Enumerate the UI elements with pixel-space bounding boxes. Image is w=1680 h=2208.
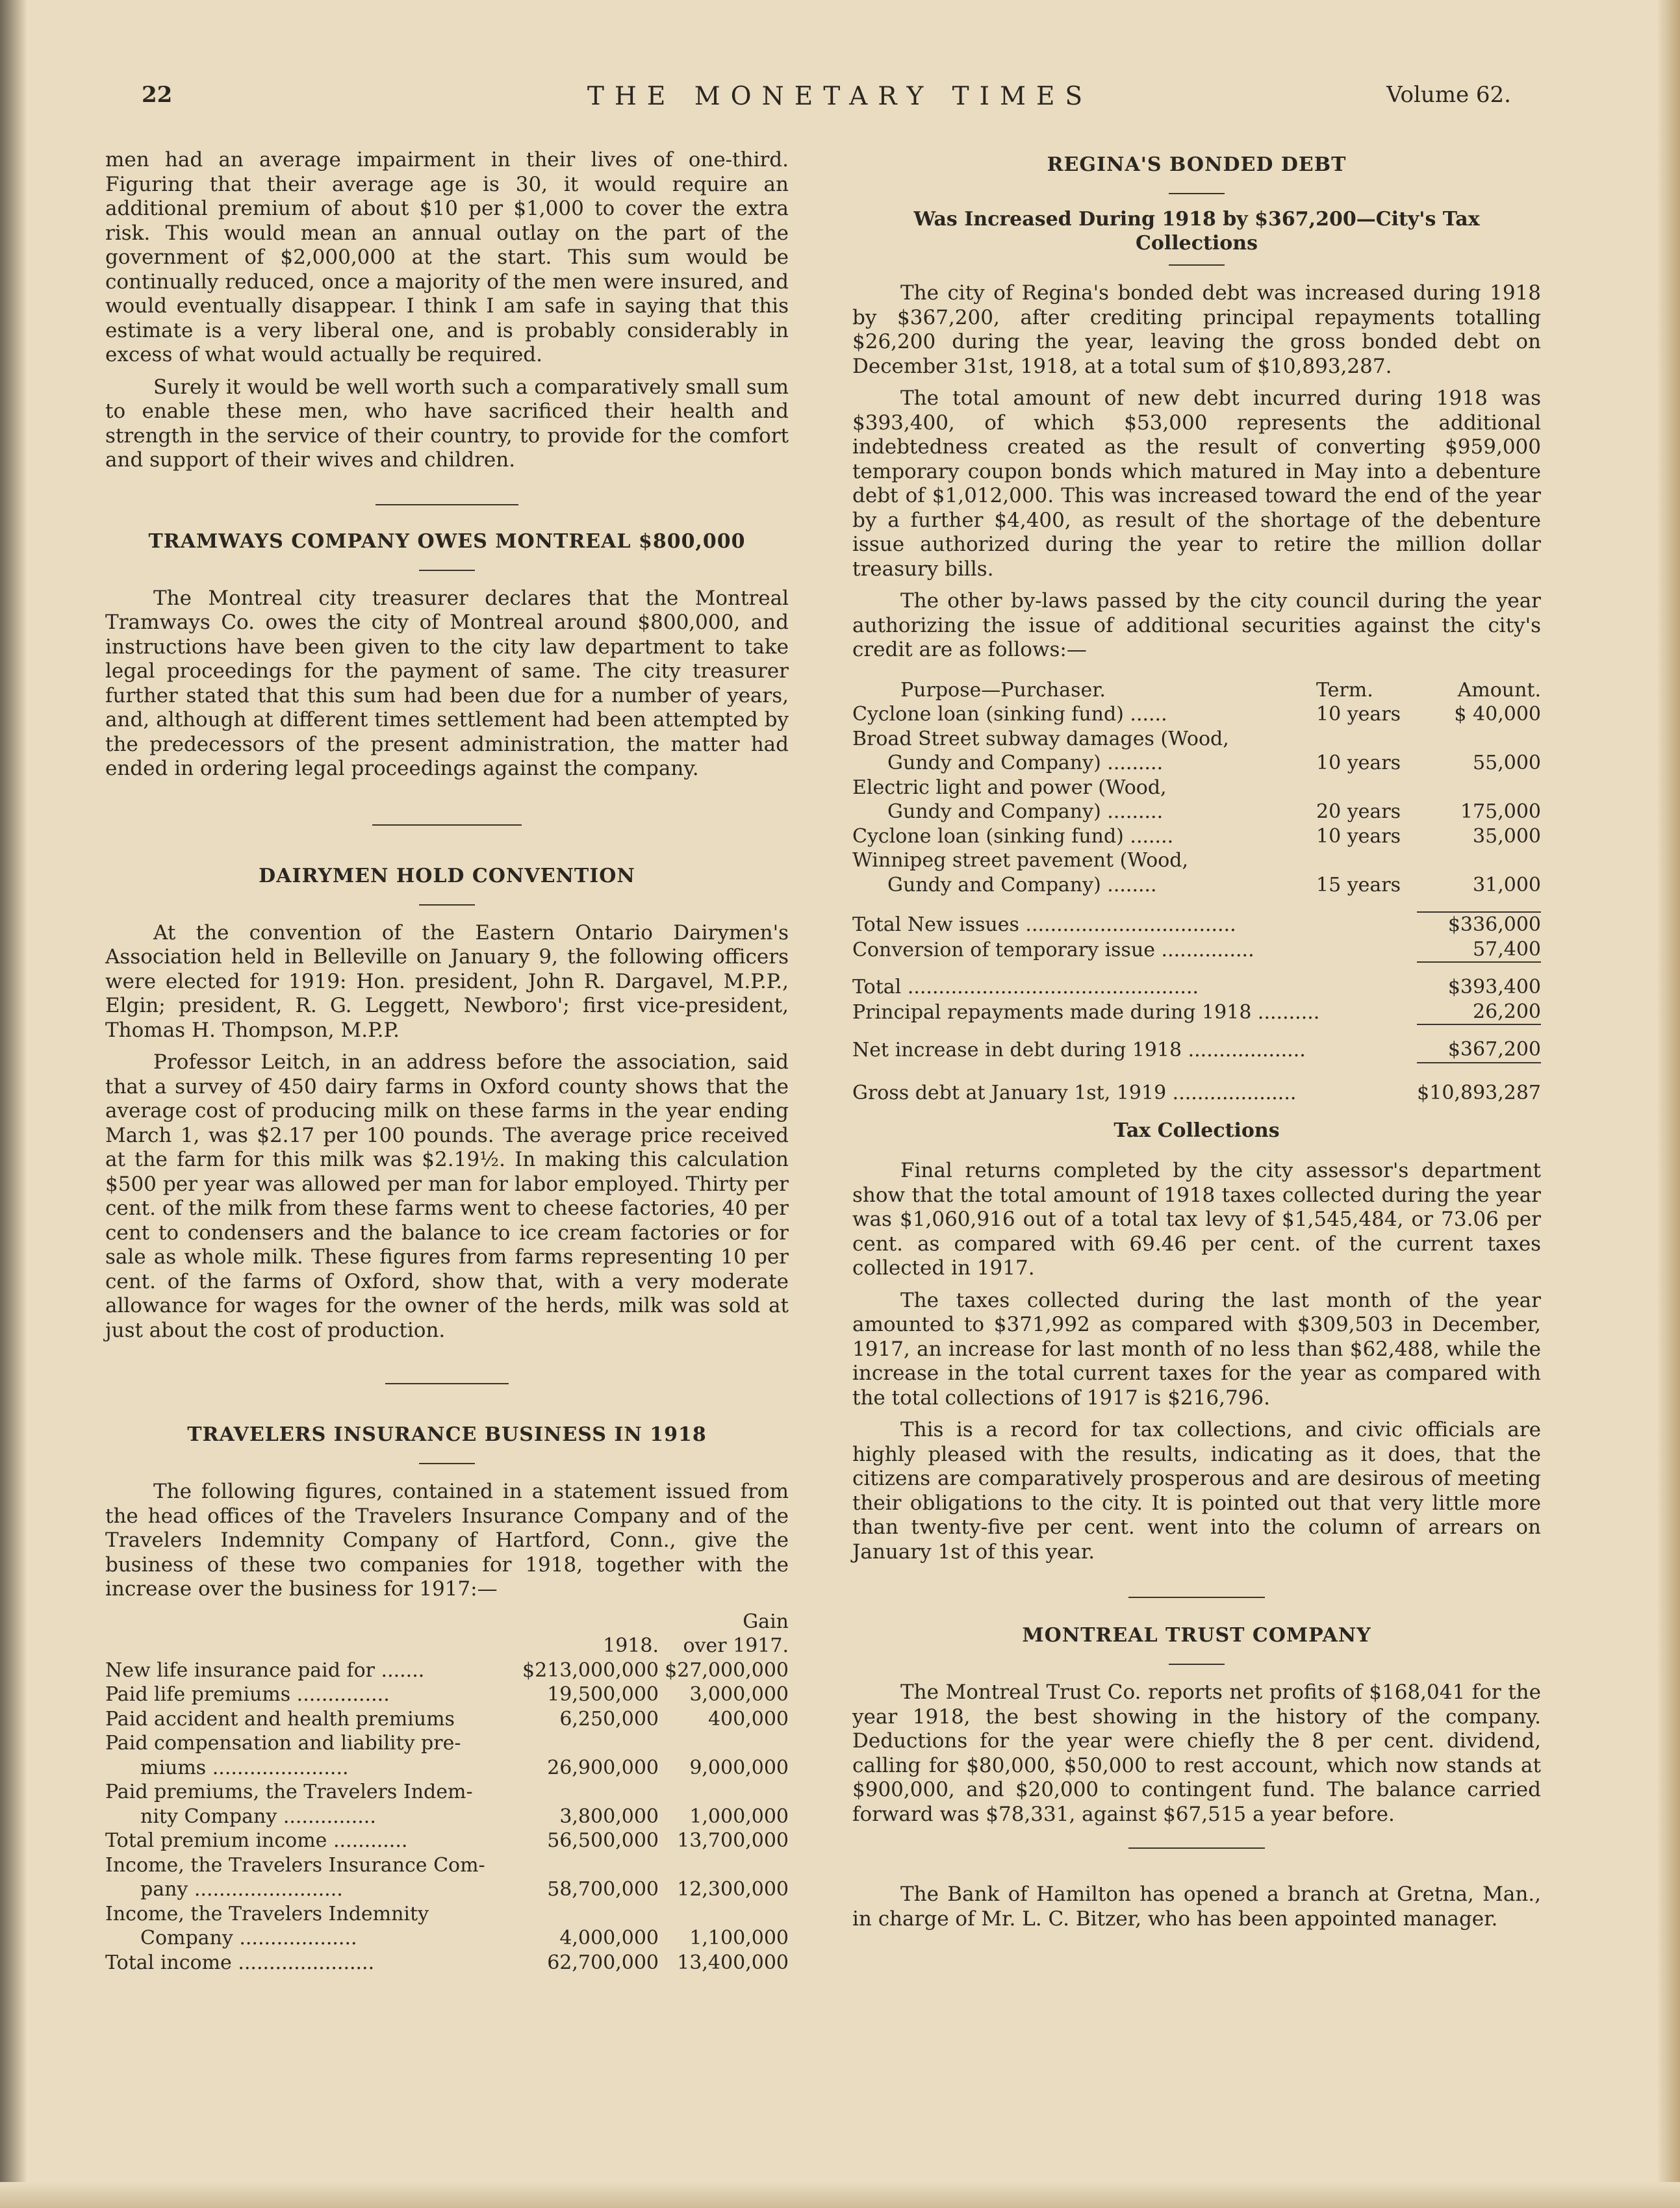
row-label: New life insurance paid for ....... xyxy=(105,1658,425,1682)
gross-debt-label: Gross debt at January 1st, 1919 .................... xyxy=(852,1081,1297,1104)
row-label: Cyclone loan (sinking fund) ...... xyxy=(852,703,1167,726)
row-label: Broad Street subway damages (Wood, xyxy=(852,727,1229,750)
tax-paragraph: Final returns completed by the city assessor's department show that the total amount of 1918 taxes collected during the year was $1,060,916 out of a total tax levy of $1,545,484, or 73.06 per cent. as compared with 69.46 per cent. of the current taxes collected in 1917. xyxy=(852,1159,1541,1280)
empty-cell xyxy=(522,1902,659,1927)
headline-rule xyxy=(419,1463,475,1464)
empty-cell xyxy=(1431,776,1541,800)
amount-value: 31,000 xyxy=(1473,873,1541,896)
headline-rule xyxy=(419,570,475,571)
binding-gutter xyxy=(0,0,27,2208)
total-new-issues-value: $336,000 xyxy=(1447,913,1541,936)
amount-value: 55,000 xyxy=(1473,752,1541,774)
row-label-continued: miums ...................... xyxy=(140,1756,349,1779)
term-value: 20 years xyxy=(1316,800,1401,823)
row-label: Income, the Travelers Indemnity xyxy=(105,1902,429,1925)
column-header: Term. xyxy=(1316,678,1373,702)
table-row xyxy=(852,702,1541,727)
table-row xyxy=(105,1658,789,1683)
article-continuation-paragraph: men had an average impairment in their lives of one-third. Figuring that their average age is 30, it would require an additional premium of about $10 per $1,000 to cover the extra risk. This would mean an annual outlay on the part of the government of $2,000,000 at the start. This sum would be continually reduced, once a majority of the men were insured, and would eventually disappear. I think I am safe in saying that this estimate is a very liberal one, and is probably considerably in excess of what would actually be required. xyxy=(105,148,789,366)
table-row xyxy=(105,1877,789,1902)
row-label: Cyclone loan (sinking fund) ....... xyxy=(852,824,1174,848)
value-gain: 1,000,000 xyxy=(689,1805,789,1828)
empty-cell xyxy=(1431,727,1541,752)
empty-cell xyxy=(659,1731,789,1756)
travelers-table xyxy=(105,1610,789,1975)
table-row xyxy=(852,824,1541,849)
headline-rule xyxy=(1169,1664,1225,1665)
table-row xyxy=(105,1926,789,1951)
value-1918: 3,800,000 xyxy=(559,1805,659,1828)
empty-cell xyxy=(1431,848,1541,873)
table-row xyxy=(105,1829,789,1853)
tax-paragraph: This is a record for tax collections, and civic officials are highly pleased with the results, indicating as it does, that the citizens are comparatively prosperous and are desirous of meeting their obligations to the city. It is pointed out that very little more than twenty-five per cent. went into the column of arrears on January 1st of this year. xyxy=(852,1418,1541,1564)
tax-collections-subhead: Tax Collections xyxy=(1114,1119,1280,1142)
value-gain: 1,100,000 xyxy=(689,1927,789,1949)
dairymen-paragraph: At the convention of the Eastern Ontario Dairymen's Association held in Belleville on January 9, the following officers were elected for 1919: Hon. president, John R. Dargavel, M.P.P., Elgin; president, R. G. Leggett, Newboro'; first vice-president, Thomas H. Thompson, M.P.P. xyxy=(105,920,789,1042)
montreal-trust-paragraph: The Montreal Trust Co. reports net profits of $168,041 for the year 1918, the best showing in the history of the company. Deductions for the year were chiefly the 8 per cent. dividend, calling for $80,000, $50,000 to rest account, which now stands at $900,000, and $20,000 to contingent fund. The balance carried forward was $78,331, against $67,515 a year before. xyxy=(852,1681,1541,1826)
conversion-label: Conversion of temporary issue ............... xyxy=(852,938,1254,961)
row-label-continued: nity Company ............... xyxy=(140,1805,376,1828)
running-header xyxy=(0,82,1680,121)
table-row xyxy=(105,1731,789,1756)
bank-of-hamilton-paragraph: The Bank of Hamilton has opened a branch at Gretna, Man., in charge of Mr. L. C. Bitzer, who has been appointed manager. xyxy=(852,1883,1541,1931)
regina-headline: REGINA'S BONDED DEBT xyxy=(1047,153,1347,176)
value-1918: 19,500,000 xyxy=(547,1683,659,1706)
empty-cell xyxy=(522,1853,659,1878)
table-row xyxy=(852,776,1541,800)
table-row xyxy=(105,1902,789,1927)
repayments-value: 26,200 xyxy=(1473,1000,1541,1023)
row-label-continued: Company ................... xyxy=(140,1927,357,1949)
right-column xyxy=(852,148,1541,1939)
net-increase-label: Net increase in debt during 1918 ................... xyxy=(852,1039,1306,1061)
value-gain: $27,000,000 xyxy=(665,1658,789,1682)
term-value: 10 years xyxy=(1316,824,1401,848)
section-divider xyxy=(375,504,518,505)
table-row xyxy=(105,1951,789,1975)
table-row xyxy=(852,848,1541,873)
value-gain: 400,000 xyxy=(707,1707,789,1731)
total-new-issues-label: Total New issues .................................. xyxy=(852,913,1236,936)
regina-totals-table xyxy=(852,911,1541,1105)
regina-deck: Was Increased During 1918 by $367,200—City's Tax Collections xyxy=(913,208,1480,255)
value-1918: 56,500,000 xyxy=(547,1829,659,1852)
left-column xyxy=(105,148,789,1975)
section-divider xyxy=(372,824,522,826)
empty-cell xyxy=(1301,776,1431,800)
column-header: Amount. xyxy=(1457,678,1541,702)
table-row xyxy=(105,1682,789,1707)
table-row xyxy=(105,1853,789,1878)
travelers-headline: TRAVELERS INSURANCE BUSINESS IN 1918 xyxy=(187,1423,707,1446)
regina-paragraph: The city of Regina's bonded debt was increased during 1918 by $367,200, after crediting principal repayments totalling $26,200 during the year, leaving the gross bonded debt on December 31st, 1918, at a total sum of $10,893,287. xyxy=(852,281,1541,378)
table-row xyxy=(105,1756,789,1781)
repayments-label: Principal repayments made during 1918 .......... xyxy=(852,1000,1320,1024)
term-value: 10 years xyxy=(1316,703,1401,726)
table-row xyxy=(852,727,1541,752)
article-continuation-paragraph: Surely it would be well worth such a comparatively small sum to enable these men, who have sacrificed their health and strength in the service of their country, to provide for the comfort and support of their wives and children. xyxy=(105,375,789,472)
amount-value: 175,000 xyxy=(1460,800,1541,823)
row-label: Total income ...................... xyxy=(105,1951,375,1974)
value-gain: 12,300,000 xyxy=(677,1878,789,1901)
column-header: Gain xyxy=(743,1610,789,1633)
empty-cell xyxy=(659,1853,789,1878)
section-divider xyxy=(1128,1597,1265,1598)
row-label: Paid premiums, the Travelers Indem- xyxy=(105,1781,473,1803)
tax-paragraph: The taxes collected during the last month of the year amounted to $371,992 as compared with $309,503 in December, 1917, an increase for last month of no less than $62,488, while the increase in the total current taxes for the year as compared with the total collections of 1917 is $216,796. xyxy=(852,1288,1541,1410)
empty-cell xyxy=(522,1731,659,1756)
total-value: $393,400 xyxy=(1447,976,1541,998)
headline-rule xyxy=(419,904,475,906)
table-row xyxy=(105,1780,789,1805)
table-row xyxy=(852,751,1541,776)
amount-value: $ 40,000 xyxy=(1454,703,1541,726)
row-label: Electric light and power (Wood, xyxy=(852,776,1167,799)
value-gain: 13,700,000 xyxy=(677,1829,789,1852)
row-label-continued: Gundy and Company) ......... xyxy=(887,800,1164,823)
value-gain: 3,000,000 xyxy=(689,1683,789,1706)
headline-rule xyxy=(1169,193,1225,194)
page-edge-right xyxy=(1657,0,1680,2208)
row-label: Paid life premiums ............... xyxy=(105,1683,390,1706)
empty-cell xyxy=(1301,848,1431,873)
value-1918: 4,000,000 xyxy=(559,1927,659,1949)
table-row xyxy=(852,800,1541,824)
row-label: Income, the Travelers Insurance Com- xyxy=(105,1853,485,1877)
empty-cell xyxy=(1301,727,1431,752)
section-divider xyxy=(1128,1847,1265,1849)
empty-cell xyxy=(522,1780,659,1805)
row-label: Winnipeg street pavement (Wood, xyxy=(852,849,1189,872)
net-increase-value: $367,200 xyxy=(1447,1038,1541,1061)
term-value: 10 years xyxy=(1316,752,1401,774)
value-1918: 26,900,000 xyxy=(547,1756,659,1779)
table-row xyxy=(852,873,1541,898)
value-gain: 13,400,000 xyxy=(677,1951,789,1974)
regina-bylaws-table xyxy=(852,678,1541,898)
table-row xyxy=(105,1805,789,1829)
row-label: Paid accident and health premiums xyxy=(105,1707,455,1731)
value-gain: 9,000,000 xyxy=(689,1756,789,1779)
tramways-headline: TRAMWAYS COMPANY OWES MONTREAL $800,000 xyxy=(148,529,746,553)
regina-paragraph: The total amount of new debt incurred during 1918 was $393,400, of which $53,000 represents the additional indebtedness created as the result of converting $959,000 temporary coupon bonds which matured in May into a debenture debt of $1,012,000. This was increased toward the end of the year by a further $4,400, as result of the shortage of the debenture issue authorized during the year to retire the million dollar treasury bills. xyxy=(852,387,1541,581)
headline-rule xyxy=(1169,264,1225,266)
row-label: Paid compensation and liability pre- xyxy=(105,1732,461,1755)
travelers-paragraph: The following figures, contained in a statement issued from the head offices of the Travelers Insurance Company and of the Travelers Indemnity Company of Hartford, Conn., give the business of these two companies for 1918, together with the increase over the business for 1917:— xyxy=(105,1480,789,1601)
column-header: over 1917. xyxy=(683,1634,789,1657)
section-divider xyxy=(385,1383,509,1384)
column-header: 1918. xyxy=(603,1634,659,1657)
row-label-continued: Gundy and Company) ........ xyxy=(887,873,1157,896)
empty-cell xyxy=(659,1780,789,1805)
tramways-paragraph: The Montreal city treasurer declares that the Montreal Tramways Co. owes the city of Montreal around $800,000, and instructions have been given to the city law department to take legal proceedings for the payment of same. The city treasurer further stated that this sum had been due for a number of years, and, although at different times settlement had been attempted by the predecessors of the present administration, the matter had ended in ordering legal proceedings against the company. xyxy=(105,586,789,780)
page-number: 22 xyxy=(142,82,173,108)
conversion-value: 57,400 xyxy=(1473,937,1541,961)
page-edge-bottom xyxy=(0,2182,1680,2208)
gross-debt-value: $10,893,287 xyxy=(1417,1081,1541,1104)
row-label-continued: pany ........................ xyxy=(140,1878,343,1901)
montreal-trust-headline: MONTREAL TRUST COMPANY xyxy=(1022,1624,1371,1647)
dairymen-paragraph: Professor Leitch, in an address before the association, said that a survey of 450 dairy farms in Oxford county shows that the average cost of producing milk on these farms in the year ending March 1, was $2.17 per 100 pounds. The average price received at the farm for this milk was $2.19½. In making this calculation $500 per year was allowed per man for labor employed. Thirty per cent. of the milk from these farms went to cheese factories, 40 per cent to condensers and the balance to ice cream factories or for sale as whole milk. These figures from farms representing 10 per cent. of the farms of Oxford, show that, with a very moderate allowance for wages for the owner of the herds, milk was sold at just about the cost of production. xyxy=(105,1050,789,1342)
row-label-continued: Gundy and Company) ......... xyxy=(887,752,1164,774)
column-header: Purpose—Purchaser. xyxy=(900,678,1106,702)
dairymen-headline: DAIRYMEN HOLD CONVENTION xyxy=(259,864,635,887)
table-row xyxy=(105,1707,789,1732)
regina-paragraph: The other by-laws passed by the city council during the year authorizing the issue of additional securities against the city's credit are as follows:— xyxy=(852,589,1541,661)
publication-title: THE MONETARY TIMES xyxy=(587,82,1093,111)
empty-cell xyxy=(659,1902,789,1927)
value-1918: 58,700,000 xyxy=(547,1878,659,1901)
term-value: 15 years xyxy=(1316,873,1401,896)
volume-label: Volume 62. xyxy=(1386,82,1511,108)
amount-value: 35,000 xyxy=(1473,824,1541,848)
total-label: Total ............................................... xyxy=(852,976,1199,998)
value-1918: 62,700,000 xyxy=(547,1951,659,1974)
row-label: Total premium income ............ xyxy=(105,1829,408,1852)
value-1918: 6,250,000 xyxy=(559,1707,659,1731)
value-1918: $213,000,000 xyxy=(522,1658,659,1682)
